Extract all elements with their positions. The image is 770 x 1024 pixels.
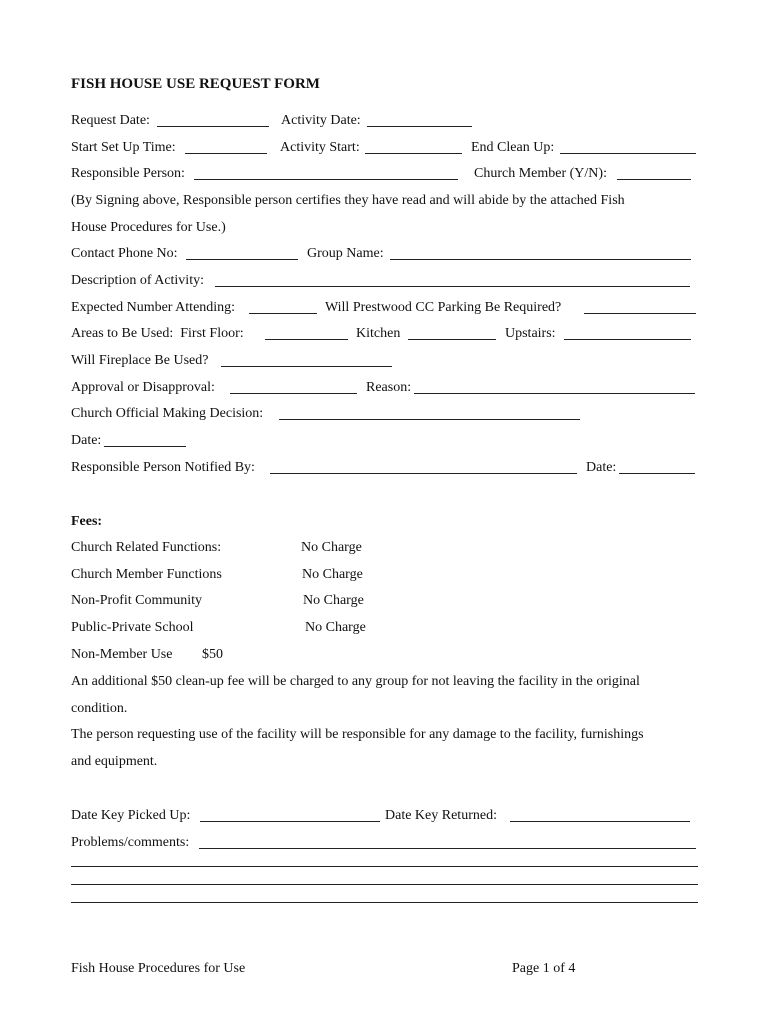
decision-date-field[interactable] (104, 446, 186, 447)
footer-title: Fish House Procedures for Use (71, 961, 246, 976)
activity-start-field[interactable] (365, 153, 462, 154)
kitchen-field[interactable] (408, 339, 496, 340)
description-field[interactable] (215, 286, 690, 287)
setup-time-field[interactable] (185, 153, 267, 154)
fee-row-label: Church Member Functions (71, 567, 222, 582)
upstairs-field[interactable] (564, 339, 691, 340)
areas-label: Areas to Be Used: First Floor: (71, 326, 244, 341)
non-member-label: Non-Member Use (71, 647, 173, 662)
responsible-person-field[interactable] (194, 179, 458, 180)
end-cleanup-label: End Clean Up: (471, 140, 555, 155)
fee-row-label: Non-Profit Community (71, 593, 203, 608)
decision-date-label: Date: (71, 433, 102, 448)
upstairs-label: Upstairs: (505, 326, 556, 341)
damage-note-2: and equipment. (71, 754, 158, 769)
cleanup-note-1: An additional $50 clean-up fee will be charged to any group for not leaving the facility in the original (71, 674, 640, 689)
fee-row-charge: No Charge (301, 540, 362, 555)
first-floor-field[interactable] (265, 339, 348, 340)
reason-label: Reason: (366, 380, 412, 395)
church-member-field[interactable] (617, 179, 691, 180)
expected-number-label: Expected Number Attending: (71, 300, 236, 315)
certify-text-2: House Procedures for Use.) (71, 220, 226, 235)
parking-field[interactable] (584, 313, 696, 314)
key-returned-label: Date Key Returned: (385, 808, 497, 823)
kitchen-label: Kitchen (356, 326, 401, 341)
setup-time-label: Start Set Up Time: (71, 140, 176, 155)
notified-date-label: Date: (586, 460, 617, 475)
page-title: FISH HOUSE USE REQUEST FORM (71, 76, 320, 92)
reason-field[interactable] (414, 393, 695, 394)
fee-row-label: Public-Private School (71, 620, 194, 635)
key-picked-up-label: Date Key Picked Up: (71, 808, 191, 823)
comments-line[interactable] (71, 902, 698, 903)
contact-phone-label: Contact Phone No: (71, 246, 178, 261)
fireplace-label: Will Fireplace Be Used? (71, 353, 209, 368)
comments-line[interactable] (71, 866, 698, 867)
fee-row-charge: No Charge (305, 620, 366, 635)
activity-date-label: Activity Date: (281, 113, 361, 128)
notified-by-field[interactable] (270, 473, 577, 474)
fee-row-label: Church Related Functions: (71, 540, 222, 555)
contact-phone-field[interactable] (186, 259, 298, 260)
request-date-label: Request Date: (71, 113, 150, 128)
description-label: Description of Activity: (71, 273, 204, 288)
comments-line[interactable] (71, 884, 698, 885)
group-name-field[interactable] (390, 259, 691, 260)
page-number: Page 1 of 4 (512, 961, 576, 976)
parking-label: Will Prestwood CC Parking Be Required? (325, 300, 562, 315)
notified-date-field[interactable] (619, 473, 695, 474)
problems-field[interactable] (199, 848, 696, 849)
responsible-person-label: Responsible Person: (71, 166, 185, 181)
request-date-field[interactable] (157, 126, 269, 127)
group-name-label: Group Name: (307, 246, 384, 261)
activity-start-label: Activity Start: (280, 140, 360, 155)
key-returned-field[interactable] (510, 821, 690, 822)
fees-heading: Fees: (71, 514, 103, 529)
fee-row-charge: No Charge (302, 567, 363, 582)
end-cleanup-field[interactable] (560, 153, 696, 154)
key-picked-up-field[interactable] (200, 821, 380, 822)
damage-note-1: The person requesting use of the facility will be responsible for any damage to the facility, furnishings (71, 727, 644, 742)
approval-field[interactable] (230, 393, 357, 394)
official-label: Church Official Making Decision: (71, 406, 264, 421)
expected-number-field[interactable] (249, 313, 317, 314)
problems-label: Problems/comments: (71, 835, 190, 850)
certify-text-1: (By Signing above, Responsible person certifies they have read and will abide by the attached Fish (71, 193, 625, 208)
church-member-label: Church Member (Y/N): (474, 166, 607, 181)
fee-row-charge: No Charge (303, 593, 364, 608)
official-field[interactable] (279, 419, 580, 420)
fireplace-field[interactable] (221, 366, 392, 367)
approval-label: Approval or Disapproval: (71, 380, 215, 395)
notified-by-label: Responsible Person Notified By: (71, 460, 255, 475)
activity-date-field[interactable] (367, 126, 472, 127)
non-member-fee: $50 (202, 647, 223, 662)
cleanup-note-2: condition. (71, 701, 128, 716)
